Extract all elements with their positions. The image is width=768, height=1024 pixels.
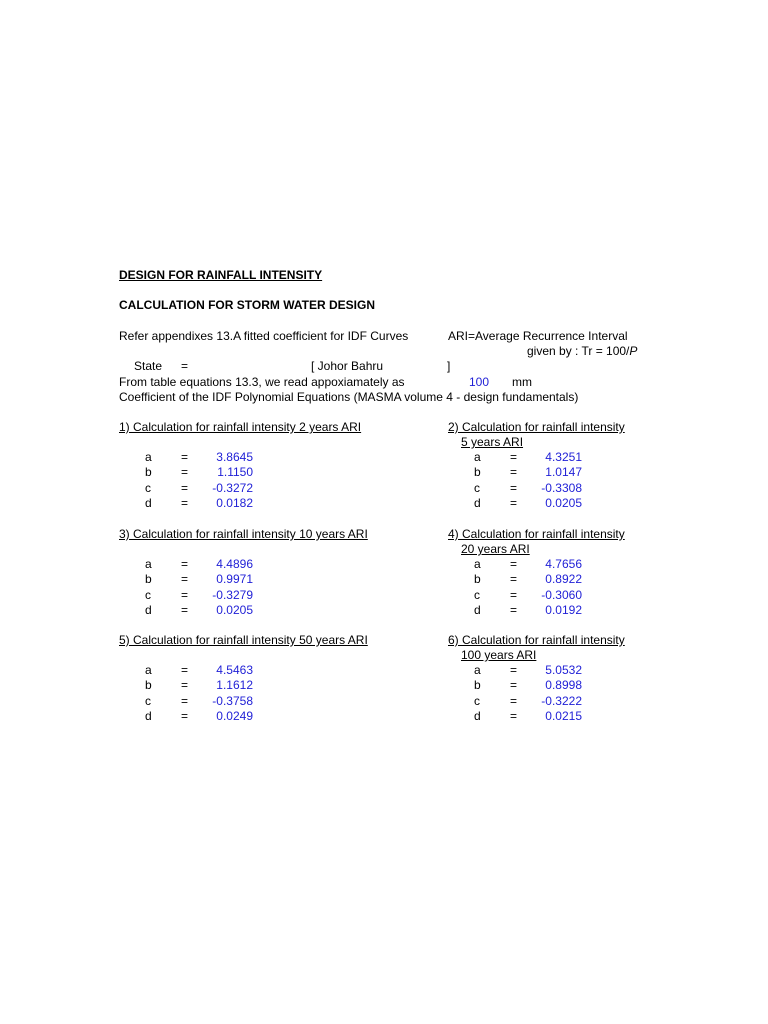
coefficient-equals: = [510, 709, 518, 723]
section-heading-ari: 100 years ARI [461, 648, 537, 662]
coefficient-equals: = [510, 603, 518, 617]
coefficient-value: 0.8998 [545, 678, 582, 692]
given-by-formula [527, 344, 637, 358]
coefficient-equals: = [181, 450, 189, 464]
given-by-text: given by : Tr = 100/ [527, 344, 630, 358]
coefficient-value: 0.9971 [216, 572, 253, 586]
document-title: DESIGN FOR RAINFALL INTENSITY [119, 268, 323, 282]
coefficient-value: -0.3222 [541, 694, 582, 708]
section-heading: 3) Calculation for rainfall intensity 10 years ARI [119, 527, 368, 541]
coefficient-label: b [145, 572, 152, 586]
coefficient-value: 0.0182 [216, 496, 253, 510]
coefficient-value: 0.0215 [545, 709, 582, 723]
coefficient-equals: = [181, 663, 189, 677]
coefficient-value: -0.3279 [212, 588, 253, 602]
refer-line: Refer appendixes 13.A fitted coefficient for IDF Curves [119, 329, 409, 343]
coefficient-value: -0.3758 [212, 694, 253, 708]
coefficient-value: 0.8922 [545, 572, 582, 586]
coefficient-equals: = [181, 481, 189, 495]
coefficient-equals: = [181, 496, 189, 510]
coefficient-equals: = [510, 572, 518, 586]
coefficient-label: b [474, 572, 481, 586]
coefficient-label: d [145, 709, 152, 723]
state-bracket-close: ] [447, 359, 451, 373]
coefficient-equals: = [510, 481, 518, 495]
coefficient-equals: = [510, 450, 518, 464]
coefficient-equals: = [181, 694, 189, 708]
coefficient-value: -0.3272 [212, 481, 253, 495]
coefficient-label: d [145, 496, 152, 510]
coefficient-label: c [145, 588, 151, 602]
coefficient-label: d [474, 709, 481, 723]
coefficient-value: 0.0249 [216, 709, 253, 723]
section-heading: 4) Calculation for rainfall intensity [448, 527, 625, 541]
ari-definition: ARI=Average Recurrence Interval [448, 329, 628, 343]
coefficient-value: 5.0532 [545, 663, 582, 677]
coefficient-label: b [145, 678, 152, 692]
coefficient-equals: = [181, 709, 189, 723]
table-equation-line: From table equations 13.3, we read appoxiamately as [119, 375, 405, 389]
coefficient-label: c [474, 588, 480, 602]
coefficient-value: -0.3308 [541, 481, 582, 495]
coefficient-label: a [474, 450, 481, 464]
coefficient-value: 0.0205 [216, 603, 253, 617]
coefficient-label: c [145, 694, 151, 708]
coefficient-label: d [474, 496, 481, 510]
coefficient-equals: = [510, 694, 518, 708]
coefficient-equals: = [181, 557, 189, 571]
coefficient-value: 1.1612 [216, 678, 253, 692]
document-subtitle: CALCULATION FOR STORM WATER DESIGN [119, 298, 375, 312]
coefficient-label: a [474, 557, 481, 571]
coefficient-label: c [145, 481, 151, 495]
coefficient-label: a [145, 557, 152, 571]
table-equation-value: 100 [469, 375, 490, 389]
coefficient-value: 4.4896 [216, 557, 253, 571]
coefficient-label: b [145, 465, 152, 479]
coefficient-equals: = [510, 496, 518, 510]
coefficient-equals: = [181, 465, 189, 479]
section-heading: 6) Calculation for rainfall intensity [448, 633, 625, 647]
coefficient-equals: = [510, 588, 518, 602]
coefficient-value: 1.1150 [217, 465, 253, 479]
coefficient-equals: = [181, 572, 189, 586]
coefficient-label: a [474, 663, 481, 677]
coefficient-equals: = [510, 465, 518, 479]
state-value: [ Johor Bahru [311, 359, 384, 373]
coefficient-label: d [145, 603, 152, 617]
given-by-variable: P [629, 344, 638, 358]
coefficient-label: b [474, 678, 481, 692]
section-heading: 5) Calculation for rainfall intensity 50 years ARI [119, 633, 368, 647]
coefficient-equals: = [181, 588, 189, 602]
coefficient-label: b [474, 465, 481, 479]
coefficient-equals: = [510, 663, 518, 677]
coefficient-line: Coefficient of the IDF Polynomial Equations (MASMA volume 4 - design fundamentals) [119, 390, 579, 404]
table-equation-unit: mm [512, 375, 532, 389]
coefficient-value: -0.3060 [541, 588, 582, 602]
coefficient-value: 4.3251 [545, 450, 582, 464]
coefficient-label: d [474, 603, 481, 617]
coefficient-value: 1.0147 [545, 465, 582, 479]
state-label: State [134, 359, 163, 373]
coefficient-label: a [145, 663, 152, 677]
section-heading: 1) Calculation for rainfall intensity 2 years ARI [119, 420, 362, 434]
coefficient-value: 0.0205 [545, 496, 582, 510]
section-heading: 2) Calculation for rainfall intensity [448, 420, 625, 434]
coefficient-value: 3.8645 [216, 450, 253, 464]
section-heading-ari: 20 years ARI [461, 542, 530, 556]
coefficient-value: 0.0192 [545, 603, 582, 617]
coefficient-equals: = [181, 603, 189, 617]
coefficient-value: 4.5463 [216, 663, 253, 677]
section-heading-ari: 5 years ARI [461, 435, 524, 449]
coefficient-equals: = [510, 678, 518, 692]
coefficient-label: c [474, 694, 480, 708]
coefficient-equals: = [181, 678, 189, 692]
coefficient-label: c [474, 481, 480, 495]
coefficient-equals: = [510, 557, 518, 571]
coefficient-value: 4.7656 [545, 557, 582, 571]
state-equals: = [181, 359, 189, 373]
coefficient-label: a [145, 450, 152, 464]
